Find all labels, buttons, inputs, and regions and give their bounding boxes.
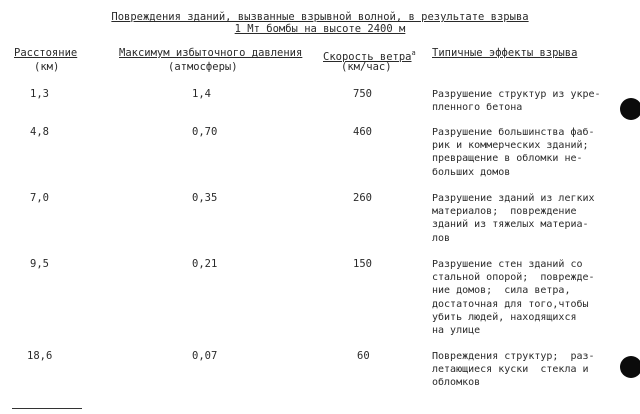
row-4-wind: 150 [353, 258, 372, 270]
header-distance-label: Расстояние [14, 47, 78, 59]
document-title-line-2: 1 Мт бомбы на высоте 2400 м [234, 23, 406, 35]
header-pressure [119, 47, 302, 60]
row-4-pressure: 0,21 [192, 258, 218, 270]
row-4-effect: Разрушение стен зданий со стальной опорой; поврежде- ние домов; сила ветра, достаточная для того,чтобы убить людей, находящихся на улице [432, 259, 595, 337]
row-4-distance: 9,5 [30, 258, 49, 270]
row-3-distance: 7,0 [30, 192, 49, 204]
header-wind-unit: (км/час) [341, 61, 392, 73]
row-5-wind: 60 [357, 350, 370, 362]
row-1-wind: 750 [353, 88, 372, 100]
row-5-effect: Повреждения структур; раз- летающиеся куски стекла и обломков [432, 351, 595, 389]
binder-hole [620, 98, 640, 120]
header-pressure-label: Максимум избыточного давления [119, 47, 303, 59]
header-wind-footnote-mark: а [411, 49, 416, 57]
header-distance [14, 47, 77, 60]
header-pressure-unit: (атмосферы) [168, 61, 238, 73]
binder-hole [620, 356, 640, 378]
header-effects-label: Типичные эффекты взрыва [432, 47, 578, 59]
row-1-effect: Разрушение структур из укре- пленного бетона [432, 89, 601, 114]
row-2-pressure: 0,70 [192, 126, 218, 138]
row-3-pressure: 0,35 [192, 192, 218, 204]
header-wind-label: Скорость ветра [323, 51, 412, 63]
footnote-rule [12, 408, 82, 409]
row-2-wind: 460 [353, 126, 372, 138]
header-distance-unit: (км) [34, 61, 60, 73]
row-3-wind: 260 [353, 192, 372, 204]
row-5-distance: 18,6 [27, 350, 53, 362]
header-effects [432, 47, 577, 60]
row-2-distance: 4,8 [30, 126, 49, 138]
row-5-pressure: 0,07 [192, 350, 218, 362]
row-2-effect: Разрушение большинства фаб- рик и коммерческих зданий; превращение в обломки не- больших домов [432, 127, 595, 178]
row-3-effect: Разрушение зданий из легких материалов; повреждение зданий из тяжелых материа- лов [432, 193, 595, 244]
row-1-pressure: 1,4 [192, 88, 211, 100]
document-title-line-1: Повреждения зданий, вызванные взрывной волной, в результате взрыва [111, 11, 529, 23]
row-1-distance: 1,3 [30, 88, 49, 100]
